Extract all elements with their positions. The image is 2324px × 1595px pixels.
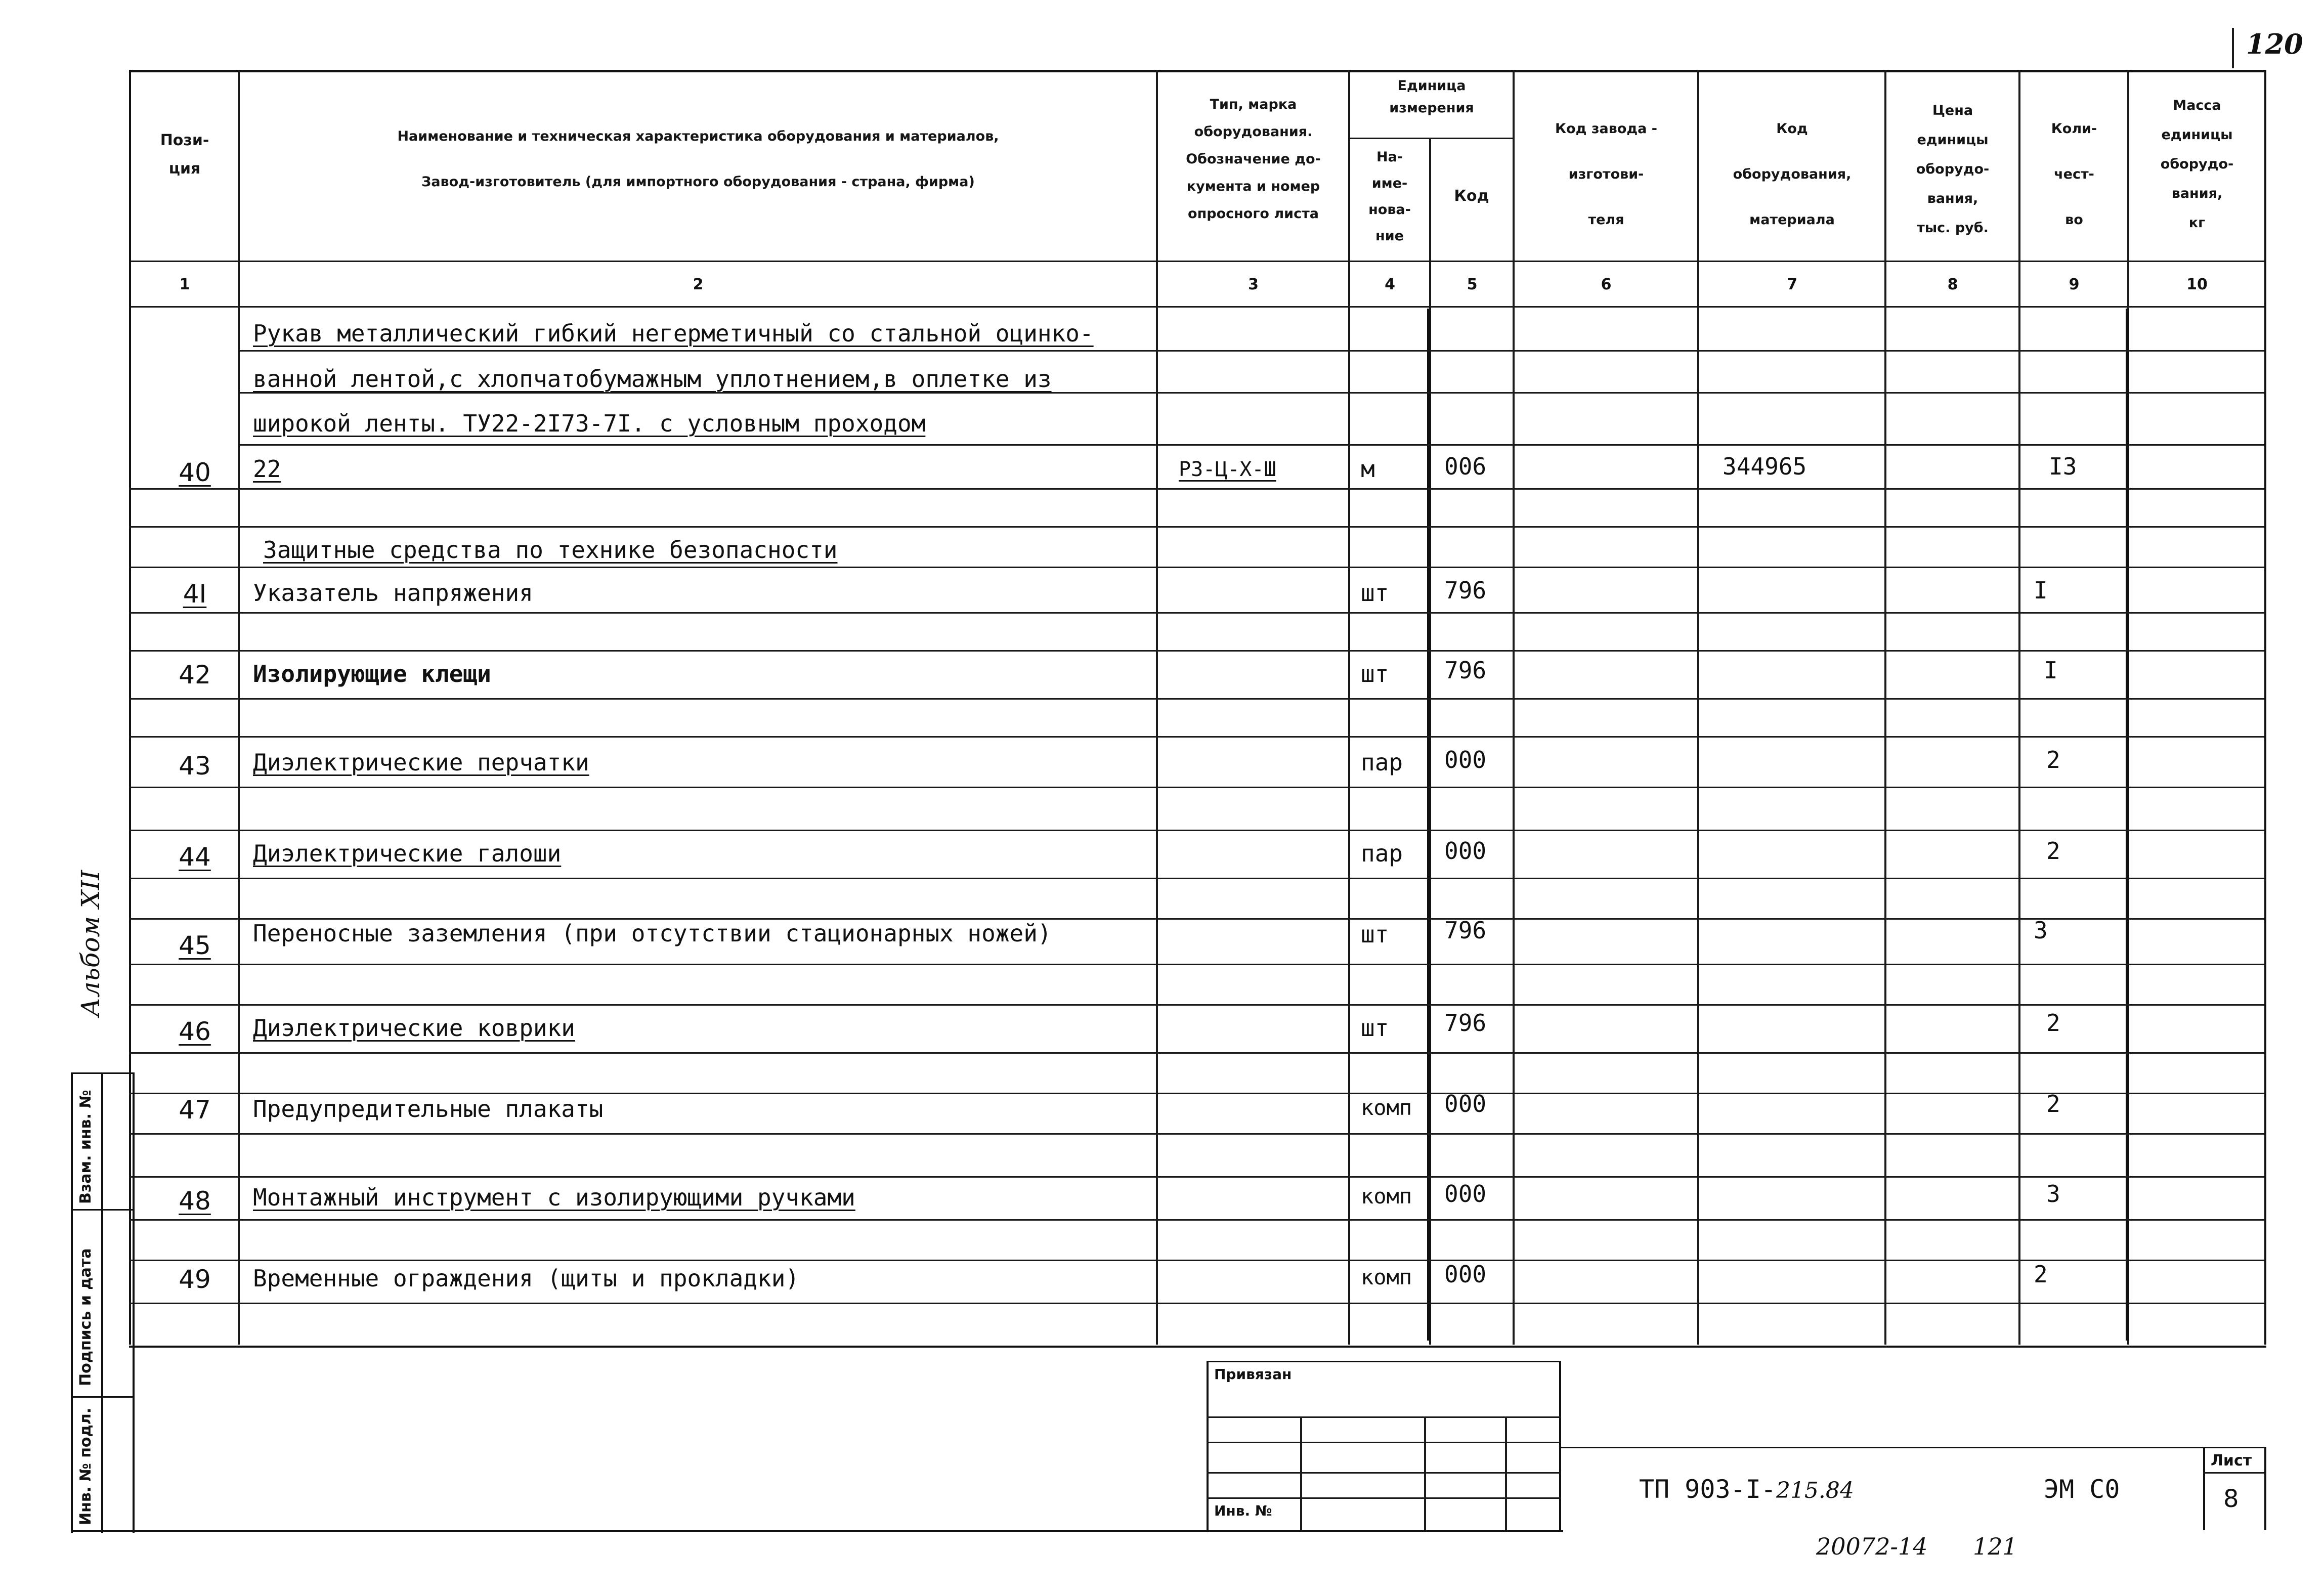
stamp-top [1207, 1361, 1561, 1362]
row-line [129, 1219, 2264, 1221]
side-stamp-line [71, 1530, 1563, 1532]
header-position: Пози- ция [160, 132, 209, 178]
row-name: Диэлектрические галоши [253, 840, 562, 867]
page-number: 120 [2246, 28, 2303, 60]
row-name: Монтажный инструмент с изолирующими ручками [253, 1184, 855, 1211]
col-divider-2 [1156, 70, 1158, 1345]
stamp-line [1207, 1472, 1561, 1474]
row-position: 49 [179, 1265, 211, 1294]
row-position: 48 [179, 1186, 211, 1216]
row-quantity: I [2044, 657, 2058, 684]
row-unit-code: 000 [1444, 1180, 1487, 1208]
page-number-tick [2232, 28, 2234, 68]
side-inventory-original: Инв. № подл. [77, 1407, 95, 1525]
row-position: 42 [179, 660, 211, 689]
table-top-border [129, 70, 2266, 72]
row-line [129, 526, 2264, 528]
sheet-number: 8 [2223, 1485, 2239, 1513]
row-line [129, 1176, 2264, 1178]
header-unit-code: Код [1454, 187, 1489, 205]
table-right-border [2264, 70, 2266, 1345]
row-quantity: I3 [2049, 453, 2077, 480]
row-unit: шт [1361, 579, 1389, 607]
row-line [129, 1133, 2264, 1135]
column-number: 3 [1248, 276, 1259, 293]
col-divider-7 [1884, 70, 1886, 1345]
row-quantity: 3 [2046, 1180, 2060, 1208]
row-name: Изолирующие клещи [253, 660, 491, 687]
row-equipment-code: 344965 [1723, 453, 1807, 480]
stamp-divider [1424, 1416, 1426, 1530]
row-line [129, 650, 2264, 652]
row-unit-code: 000 [1444, 1261, 1487, 1288]
row-unit: пар [1361, 840, 1403, 867]
title-block-sheet-divider [2203, 1447, 2205, 1530]
column-number: 1 [179, 276, 190, 293]
table-left-border [129, 70, 131, 1345]
item-description-line: ванной лентой,с хлопчатобумажным уплотнением,в оплетке из [253, 365, 1052, 393]
col-divider-3 [1348, 70, 1350, 1345]
row-line [129, 488, 2264, 490]
header-unit-group: Единица измерения [1389, 78, 1474, 116]
row-line [129, 612, 2264, 614]
header-bottom-line [129, 261, 2266, 262]
row-line [129, 964, 2264, 965]
row-position: 43 [179, 751, 211, 781]
row-name: Переносные заземления (при отсутствии стационарных ножей) [253, 920, 1052, 947]
title-block-sheet-line [2203, 1472, 2266, 1474]
row-unit-code: 000 [1444, 746, 1487, 773]
row-unit: комп [1361, 1265, 1412, 1289]
column-number: 6 [1601, 276, 1612, 293]
row-name: Указатель напряжения [253, 579, 533, 607]
row-type: Р3-Ц-Х-Ш [1179, 458, 1276, 481]
col-divider-5 [1513, 70, 1515, 1345]
footer-number-right: 121 [1973, 1533, 2017, 1560]
row-unit: шт [1361, 921, 1389, 948]
body-bottom-line [129, 1346, 2266, 1348]
side-replace-inventory: Взам. инв. № [77, 1090, 95, 1204]
stamp-divider [1505, 1416, 1507, 1530]
row-quantity: 2 [2046, 1090, 2060, 1117]
header-unit-name: На- имe- нова- ние [1368, 149, 1411, 244]
row-line [129, 787, 2264, 788]
row-line [129, 1052, 2264, 1054]
row-position: 46 [179, 1017, 211, 1046]
row-line [129, 736, 2264, 738]
row-unit-code: 796 [1444, 1009, 1487, 1037]
row-line [129, 567, 2264, 568]
row-quantity: 2 [2046, 1009, 2060, 1037]
header-price: Цена единицы оборудо- вания, тыс. руб. [1916, 103, 1990, 236]
row-unit-code: 796 [1444, 917, 1487, 944]
doc-code: ТП 903-I-215.84 [1639, 1475, 1854, 1504]
column-number: 8 [1947, 276, 1958, 293]
row-name: 22 [253, 455, 281, 483]
row-position: 40 [179, 458, 211, 487]
album-label: Альбом XII [76, 870, 105, 1017]
column-number: 5 [1467, 276, 1478, 293]
column-number-bottom-line [129, 306, 2266, 308]
row-quantity: 2 [2046, 837, 2060, 865]
header-type: Тип, марка оборудования. Обозначение до- кумента и номер опросного листа [1186, 97, 1321, 222]
row-unit: комп [1361, 1184, 1412, 1209]
col-divider-6 [1697, 70, 1699, 1345]
row-line [129, 1093, 2264, 1094]
column-number: 7 [1787, 276, 1797, 293]
row-unit-code: 000 [1444, 837, 1487, 865]
col-divider-8 [2018, 70, 2020, 1345]
row-line [129, 830, 2264, 831]
header-mass: Масса единицы оборудо- вания, кг [2160, 98, 2234, 231]
stamp-line [1207, 1497, 1561, 1499]
row-unit-code: 796 [1444, 657, 1487, 684]
row-line [129, 1260, 2264, 1261]
row-unit: шт [1361, 660, 1389, 687]
row-unit-code: 006 [1444, 453, 1487, 480]
row-line [238, 350, 2264, 352]
title-block-top [1561, 1447, 2266, 1448]
side-stamp-line [71, 1072, 133, 1074]
footer-number-left: 20072-14 [1816, 1533, 1928, 1560]
row-unit: м [1361, 455, 1375, 483]
header-quantity: Коли- чест- во [2051, 121, 2097, 228]
item-description-line: широкой ленты. ТУ22-2I73-7I. с условным проходом [253, 410, 926, 437]
stamp-right [1559, 1361, 1561, 1530]
stamp-left [1207, 1361, 1209, 1530]
row-line [129, 698, 2264, 700]
stamp-divider [1300, 1416, 1302, 1530]
row-unit-code: 000 [1444, 1090, 1487, 1117]
row-quantity: 3 [2034, 917, 2048, 944]
row-position: 44 [179, 842, 211, 872]
row-position: 47 [179, 1095, 211, 1125]
item-description-line: Рукав металлический гибкий негерметичный со стальной оцинко- [253, 320, 1094, 347]
title-block-right [2264, 1447, 2266, 1530]
row-quantity: 2 [2046, 746, 2060, 773]
section-code: ЭМ С0 [2044, 1475, 2120, 1504]
row-unit-code: 796 [1444, 577, 1487, 604]
stamp-inventory-no: Инв. № [1214, 1502, 1272, 1519]
row-line [129, 1303, 2264, 1304]
row-line [129, 1004, 2264, 1006]
col-divider-1 [238, 70, 240, 1345]
column-number: 4 [1385, 276, 1395, 293]
row-position: 4I [183, 579, 207, 609]
stamp-line [1207, 1416, 1561, 1418]
row-quantity: 2 [2034, 1261, 2048, 1288]
section-heading: Защитные средства по технике безопасности [263, 536, 838, 564]
column-number: 9 [2069, 276, 2080, 293]
side-stamp-line [71, 1396, 133, 1398]
side-signature-date: Подпись и дата [77, 1248, 95, 1386]
col9-box-right [2126, 309, 2129, 1341]
side-stamp-mid [101, 1072, 103, 1533]
stamp-line [1207, 1442, 1561, 1443]
column-number: 2 [693, 276, 704, 293]
header-name: Наименование и техническая характеристика оборудования и материалов, Завод-изготовитель (для импортного оборудования - страна, фирма) [397, 128, 999, 190]
row-name: Диэлектрические перчатки [253, 749, 589, 776]
sheet-label: Лист [2211, 1452, 2252, 1470]
row-position: 45 [179, 931, 211, 960]
row-quantity: I [2034, 577, 2048, 604]
col5-box-left [1427, 309, 1431, 1341]
column-number: 10 [2186, 276, 2208, 293]
row-unit: комп [1361, 1095, 1412, 1120]
row-unit: пар [1361, 749, 1403, 776]
row-line [238, 444, 2264, 446]
row-name: Диэлектрические коврики [253, 1014, 575, 1042]
header-equipment-code: Код оборудования, материала [1733, 121, 1852, 228]
row-unit: шт [1361, 1014, 1389, 1042]
row-line [129, 878, 2264, 879]
side-stamp-line [71, 1209, 133, 1211]
row-name: Временные ограждения (щиты и прокладки) [253, 1265, 800, 1292]
row-name: Предупредительные плакаты [253, 1095, 604, 1123]
stamp-privyazan: Привязан [1214, 1366, 1292, 1383]
side-stamp-left [71, 1072, 73, 1533]
header-plant-code: Код завода - изготови- теля [1555, 121, 1657, 228]
frame-bottom-left [133, 1346, 135, 1530]
